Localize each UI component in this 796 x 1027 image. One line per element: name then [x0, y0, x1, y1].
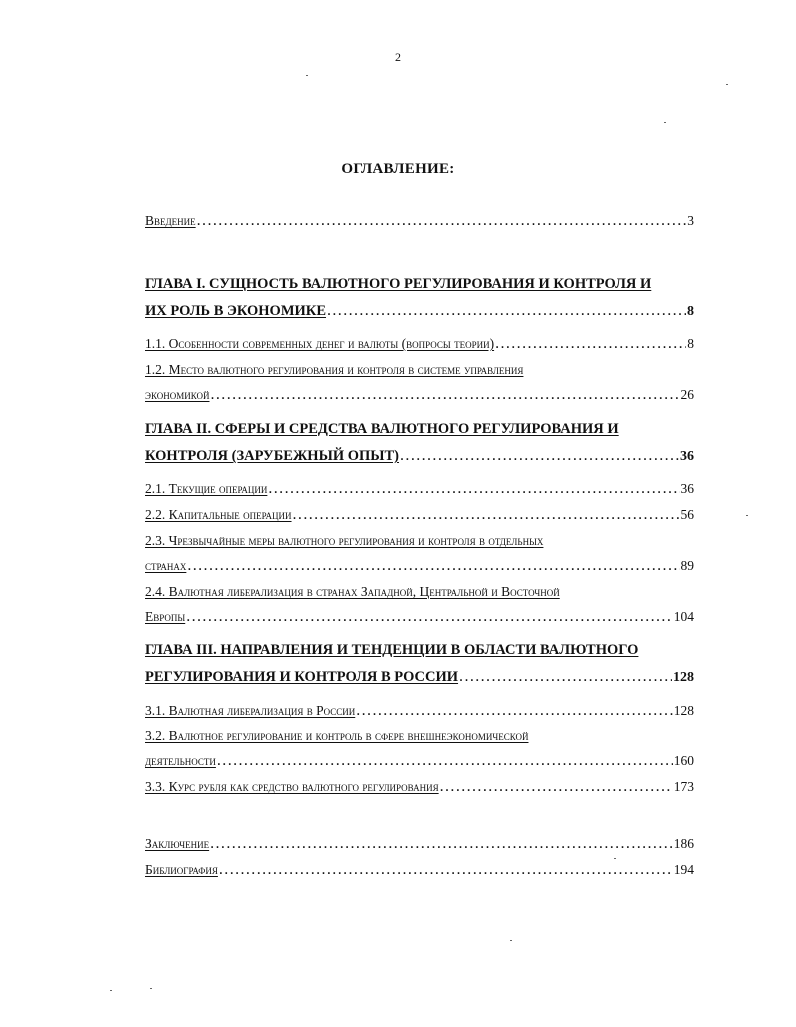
toc-entry-text: КОНТРОЛЯ (ЗАРУБЕЖНЫЙ ОПЫТ) [145, 448, 400, 464]
toc-entry-text: экономикой [145, 387, 210, 402]
toc-entry-text: 1.1. Особенности современных денег и валюты (вопросы теории) [145, 336, 495, 351]
scan-speck [306, 75, 308, 76]
leader-dots [459, 668, 672, 686]
leader-dots [440, 778, 673, 796]
toc-page-number: 36 [680, 481, 694, 496]
toc-chapter-2-line1[interactable] [145, 420, 619, 438]
scan-speck [664, 122, 666, 123]
toc-chapter-1-line2[interactable] [145, 302, 694, 320]
leader-dots [327, 302, 686, 320]
toc-entry-text: Библиография [145, 862, 218, 877]
toc-entry-3-2-line1[interactable] [145, 727, 528, 745]
toc-entry-text: 3.1. Валютная либерализация в России [145, 703, 356, 718]
toc-entry-text: ГЛАВА I. СУЩНОСТЬ ВАЛЮТНОГО РЕГУЛИРОВАНИЯ И КОНТРОЛЯ И [145, 276, 652, 292]
toc-entry-text: 2.3. Чрезвычайные меры валютного регулирования и контроля в отдельных [145, 533, 544, 548]
toc-chapter-2-line2[interactable] [145, 447, 694, 465]
scan-speck [150, 988, 152, 989]
toc-entry-conclusion[interactable] [145, 835, 694, 853]
toc-entry-text: Заключение [145, 836, 210, 851]
toc-entry-text: странах [145, 558, 187, 573]
toc-entry-text: РЕГУЛИРОВАНИЯ И КОНТРОЛЯ В РОССИИ [145, 669, 459, 685]
toc-entry-2-3-line1[interactable] [145, 532, 543, 550]
toc-chapter-3-line1[interactable] [145, 641, 638, 659]
toc-chapter-1-line1[interactable] [145, 275, 651, 293]
toc-entry-1-2-line1[interactable] [145, 361, 523, 379]
toc-entry-introduction[interactable] [145, 212, 694, 230]
leader-dots [211, 386, 680, 404]
toc-entry-text: 2.4. Валютная либерализация в странах Западной, Центральной и Восточной [145, 584, 560, 599]
toc-entry-text: Введение [145, 213, 196, 228]
toc-page-number: 194 [673, 862, 694, 877]
scan-speck [110, 990, 112, 991]
toc-entry-2-3-line2[interactable] [145, 557, 694, 575]
toc-entry-1-1[interactable] [145, 335, 694, 353]
leader-dots [210, 835, 673, 853]
scan-speck [614, 858, 616, 859]
scan-speck [746, 515, 748, 516]
toc-entry-text: Европы [145, 609, 186, 624]
toc-page-number: 128 [673, 670, 694, 685]
toc-page-number: 26 [680, 387, 694, 402]
toc-page-number: 104 [673, 609, 694, 624]
toc-page-number: 36 [680, 449, 694, 464]
toc-entry-text: ГЛАВА III. НАПРАВЛЕНИЯ И ТЕНДЕНЦИИ В ОБЛАСТИ ВАЛЮТНОГО [145, 642, 639, 658]
leader-dots [268, 480, 679, 498]
toc-entry-text: 2.2. Капитальные операции [145, 507, 292, 522]
toc-entry-text: 2.1. Текущие операции [145, 481, 268, 496]
toc-title: ОГЛАВЛЕНИЕ: [341, 161, 455, 177]
leader-dots [186, 608, 673, 626]
toc-page-number: 3 [687, 213, 694, 228]
toc-entry-text: 3.3. Курс рубля как средство валютного регулирования [145, 779, 439, 794]
toc-page-number: 160 [673, 753, 694, 768]
toc-page-number: 8 [687, 304, 694, 319]
toc-entry-1-2-line2[interactable] [145, 386, 694, 404]
toc-chapter-3-line2[interactable] [145, 668, 694, 686]
scan-speck [510, 940, 512, 941]
toc-page-number: 173 [673, 779, 694, 794]
toc-entry-text: 3.2. Валютное регулирование и контроль в сфере внешнеэкономической [145, 728, 529, 743]
toc-entry-text: ИХ РОЛЬ В ЭКОНОМИКЕ [145, 303, 326, 319]
toc-entry-2-1[interactable] [145, 480, 694, 498]
page-number: 2 [395, 50, 401, 64]
toc-page-number: 56 [680, 507, 694, 522]
leader-dots [217, 752, 673, 770]
leader-dots [197, 212, 687, 230]
toc-page-number: 89 [680, 558, 694, 573]
leader-dots [495, 335, 686, 353]
toc-entry-3-1[interactable] [145, 702, 694, 720]
toc-entry-text: 1.2. Место валютного регулирования и контроля в системе управления [145, 362, 524, 377]
toc-entry-2-4-line2[interactable] [145, 608, 694, 626]
toc-page-number: 128 [673, 703, 694, 718]
toc-entry-2-4-line1[interactable] [145, 583, 560, 601]
toc-page-number: 8 [687, 336, 694, 351]
scan-speck [726, 84, 728, 85]
toc-entry-3-3[interactable] [145, 778, 694, 796]
toc-entry-3-2-line2[interactable] [145, 752, 694, 770]
toc-entry-2-2[interactable] [145, 506, 694, 524]
leader-dots [293, 506, 680, 524]
toc-entry-text: деятельности [145, 753, 216, 768]
toc-page-number: 186 [673, 836, 694, 851]
leader-dots [219, 861, 673, 879]
leader-dots [356, 702, 673, 720]
leader-dots [187, 557, 679, 575]
toc-entry-bibliography[interactable] [145, 861, 694, 879]
leader-dots [400, 447, 679, 465]
toc-entry-text: ГЛАВА II. СФЕРЫ И СРЕДСТВА ВАЛЮТНОГО РЕГУЛИРОВАНИЯ И [145, 421, 619, 437]
